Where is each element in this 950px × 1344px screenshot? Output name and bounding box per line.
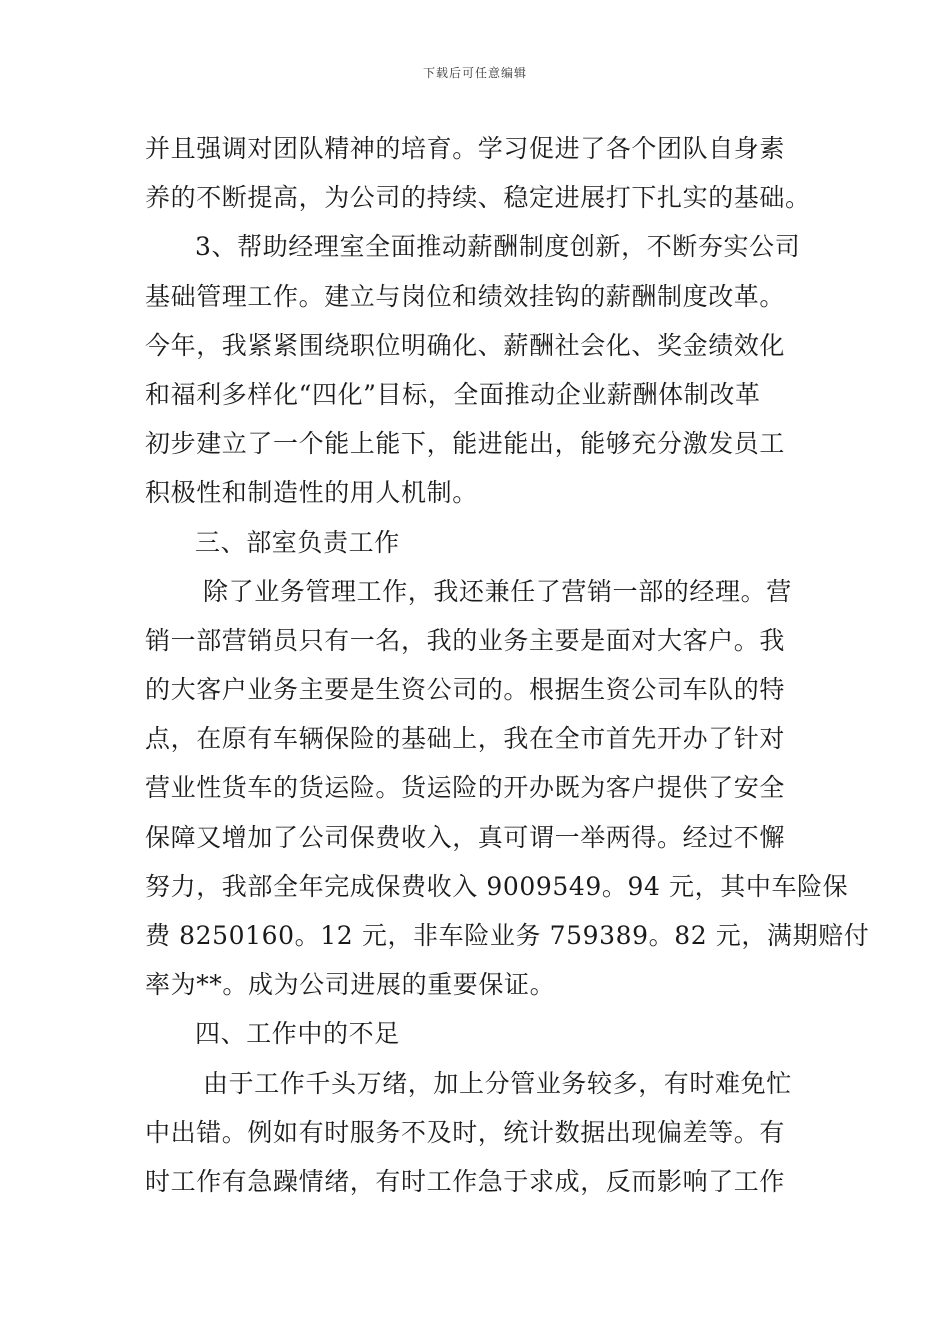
text-line: 中出错。例如有时服务不及时，统计数据出现偏差等。有 [145, 1117, 786, 1147]
text-line: 营业性货车的货运险。货运险的开办既为客户提供了安全 [145, 773, 786, 803]
text-line: 努力，我部全年完成保费收入 9009549。94 元，其中车险保 [145, 871, 849, 901]
text-line: 除了业务管理工作，我还兼任了营销一部的经理。营 [203, 576, 792, 606]
text-line: 3、帮助经理室全面推动薪酬制度创新，不断夯实公司 [195, 232, 801, 262]
document-body [145, 124, 870, 1206]
text-line: 率为**。成为公司进展的重要保证。 [145, 970, 556, 1000]
text-line: 和福利多样化“四化”目标，全面推动企业薪酬体制改革 [145, 379, 761, 409]
text-line: 三、部室负责工作 [195, 527, 400, 557]
text-line: 四、工作中的不足 [195, 1019, 400, 1049]
page-header: 下载后可任意编辑 [422, 66, 527, 80]
text-line: 的大客户业务主要是生资公司的。根据生资公司车队的特 [145, 675, 786, 705]
text-line: 积极性和制造性的用人机制。 [145, 478, 478, 508]
text-line: 保障又增加了公司保费收入，真可谓一举两得。经过不懈 [145, 822, 786, 852]
text-line: 销一部营销员只有一名，我的业务主要是面对大客户。我 [145, 625, 786, 655]
text-line: 费 8250160。12 元，非车险业务 759389。82 元，满期赔付 [145, 921, 870, 950]
text-line: 养的不断提高，为公司的持续、稳定进展打下扎实的基础。 [145, 183, 811, 213]
text-line: 时工作有急躁情绪，有时工作急于求成，反而影响了工作 [145, 1166, 786, 1196]
text-line: 由于工作千头万绪，加上分管业务较多，有时难免忙 [203, 1068, 792, 1098]
text-line: 初步建立了一个能上能下，能进能出，能够充分激发员工 [145, 429, 786, 459]
text-line: 点，在原有车辆保险的基础上，我在全市首先开办了针对 [145, 724, 786, 754]
text-line: 今年，我紧紧围绕职位明确化、薪酬社会化、奖金绩效化 [145, 330, 786, 360]
text-line: 并且强调对团队精神的培育。学习促进了各个团队自身素 [145, 134, 786, 163]
text-line: 基础管理工作。建立与岗位和绩效挂钩的薪酬制度改革。 [145, 281, 786, 311]
